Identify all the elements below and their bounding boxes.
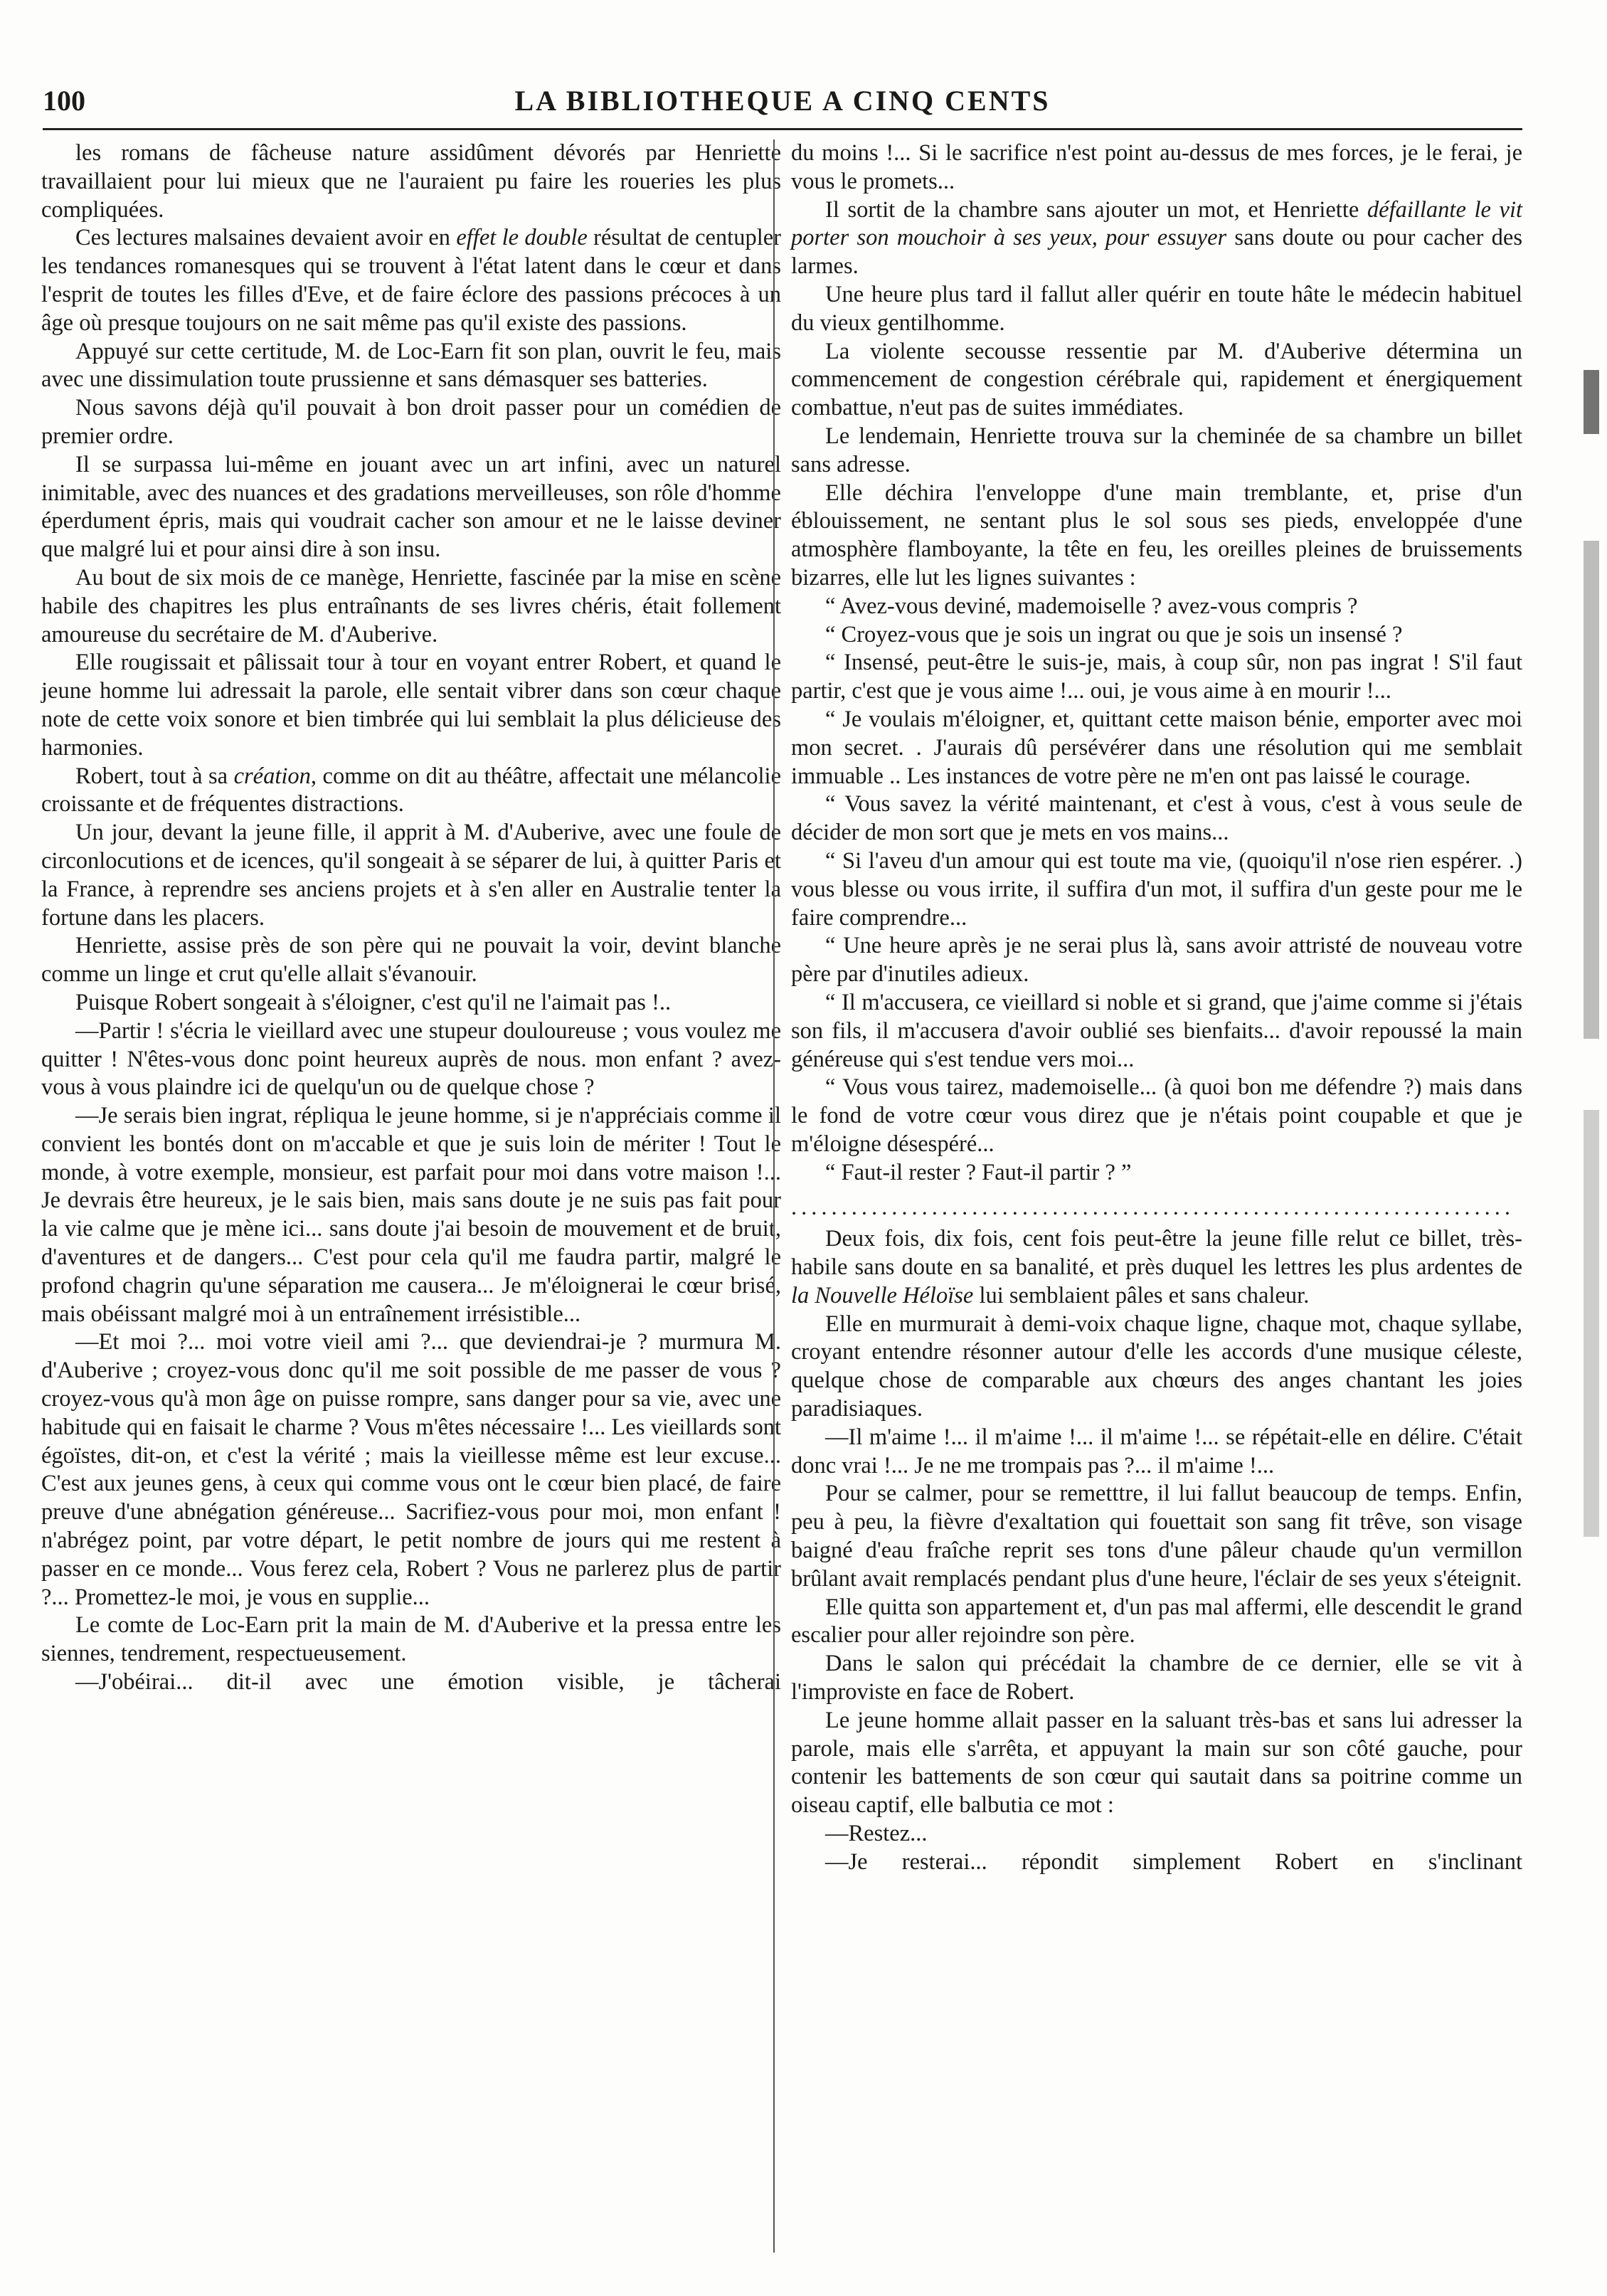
paragraph bbox=[791, 649, 1522, 706]
running-title: LA BIBLIOTHEQUE A CINQ CENTS bbox=[514, 85, 1051, 117]
text-run: “ Si l'aveu d'un amour qui est toute ma vie, (quoiqu'il n'ose rien espérer. .) vous blesse ou vous irrite, il suffira d'un mot, il suffira d'un geste pour me le faire comprendre... bbox=[791, 847, 1522, 931]
paragraph bbox=[791, 1225, 1522, 1310]
paragraph bbox=[791, 1594, 1522, 1651]
text-run: Elle déchira l'enveloppe d'une main tremblante, et, prise d'un éblouissement, ne sentant plus le sol sous ses pieds, enveloppée d'une atmosphère flamboyante, la tête en feu, les oreilles pleines de bruissements bizarres, elle lut les lignes suivantes : bbox=[791, 480, 1522, 591]
text-run: Henriette, assise près de son père qui ne pouvait la voir, devint blanche comme un linge et crut qu'elle allait s'évanouir. bbox=[41, 933, 781, 988]
text-run: Ces lectures malsaines devaient avoir en bbox=[75, 225, 457, 251]
text-run: Une heure plus tard il fallut aller quérir en toute hâte le médecin habituel du vieux gentilhomme. bbox=[791, 281, 1522, 336]
left-column bbox=[41, 139, 781, 1697]
paragraph bbox=[791, 1707, 1522, 1820]
page-number: 100 bbox=[43, 85, 85, 117]
paragraph bbox=[41, 1102, 781, 1328]
column-divider bbox=[773, 139, 775, 2253]
paragraph bbox=[41, 1328, 781, 1612]
paragraph bbox=[41, 338, 781, 395]
paragraph bbox=[41, 451, 781, 564]
paragraph bbox=[791, 139, 1522, 196]
scan-edge-mark bbox=[1584, 541, 1599, 1039]
paragraph bbox=[791, 706, 1522, 790]
paragraph bbox=[41, 819, 781, 932]
text-run: “ Je voulais m'éloigner, et, quittant cette maison bénie, emporter avec moi mon secret. . J'aurais dû persévérer dans une résolution qui me semblait immuable .. Les instances de votre père ne m'en ont pas laissé le courage. bbox=[791, 706, 1522, 789]
text-run: “ Une heure après je ne serai plus là, sans avoir attristé de nouveau votre père par d'inutiles adieux. bbox=[791, 933, 1522, 988]
scan-edge-mark bbox=[1584, 370, 1599, 434]
text-run: Nous savons déjà qu'il pouvait à bon droit passer pour un comédien de premier ordre. bbox=[41, 395, 781, 449]
text-run: Il sortit de la chambre sans ajouter un mot, et Henriette bbox=[825, 196, 1367, 223]
text-run: —Restez... bbox=[825, 1821, 928, 1847]
paragraph bbox=[791, 847, 1522, 932]
header-rule bbox=[43, 128, 1522, 130]
paragraph bbox=[791, 423, 1522, 480]
text-run: Robert, tout à sa bbox=[75, 763, 234, 789]
text-run: —Je resterai... répondit simplement Robert en s'inclinant bbox=[825, 1848, 1522, 1875]
text-run: —J'obéirai... dit-il avec une émotion visible, je tâcherai bbox=[75, 1669, 781, 1695]
text-run: Elle rougissait et pâlissait tour à tour en voyant entrer Robert, et quand le jeune homme lui adressait la parole, elle sentait vibrer dans son cœur chaque note de cette voix sonore et bien timbrée qui lui semblait la plus délicieuse des harmonies. bbox=[41, 650, 781, 761]
italic-text: création bbox=[233, 763, 311, 789]
paragraph bbox=[41, 1612, 781, 1668]
paragraph bbox=[791, 1194, 1522, 1222]
text-run: —Je serais bien ingrat, répliqua le jeune homme, si je n'appréciais comme il convient les bontés dont on m'accable et que je suis loin de mériter ! Tout le monde, à votre exemple, monsieur, est parfait pour moi dans votre maison !... Je devrais être heureux, je le sais bien, mais sans doute je ne suis pas fait pour la vie calme que je mène ici... sans doute j'ai besoin de mouvement et de bruit, d'aventures et de dangers... C'est pour cela qu'il me faudra partir, malgré le profond chagrin qu'une séparation me causera... Je m'éloignerai le cœur brisé, mais obéissant malgré moi à un entraînement irrésistible... bbox=[41, 1103, 781, 1327]
scan-edge-mark bbox=[1584, 1110, 1599, 1537]
text-run: Elle en murmurait à demi-voix chaque ligne, chaque mot, chaque syllabe, croyant entendre résonner autour d'elle les accords d'une musique céleste, quelque chose de comparable aux chœurs des anges chantant les joies paradisiaques. bbox=[791, 1311, 1522, 1422]
italic-text: défaillante le vit porter son mouchoir à ses yeux, pour essuyer bbox=[791, 196, 1523, 251]
paragraph bbox=[41, 1668, 781, 1697]
paragraph bbox=[791, 196, 1522, 281]
paragraph bbox=[791, 1848, 1522, 1877]
text-run: Le jeune homme allait passer en la saluant très-bas et sans lui adresser la parole, mais elle s'arrêta, et appuyant la main sur son côté gauche, pour contenir les battements de son cœur qui sautait dans sa poitrine comme un oiseau captif, elle balbutia ce mot : bbox=[791, 1707, 1522, 1819]
paragraph bbox=[41, 763, 781, 820]
text-run: Il se surpassa lui-même en jouant avec un art infini, avec un naturel inimitable, avec des nuances et des gradations merveilleuses, son rôle d'homme éperdument épris, mais qui voudrait cacher son amour et ne le laisse deviner que malgré lui et pour ainsi dire à son insu. bbox=[41, 451, 781, 563]
paragraph bbox=[791, 1311, 1522, 1424]
text-run: —Partir ! s'écria le vieillard avec une stupeur douloureuse ; vous voulez me quitter ! N'êtes-vous donc point heureux auprès de nous. mon enfant ? avez-vous à vous plaindre ici de quelqu'un ou de quelque chose ? bbox=[41, 1017, 781, 1101]
text-run: Appuyé sur cette certitude, M. de Loc-Earn fit son plan, ouvrit le feu, mais avec une dissimulation toute prussienne et sans démasquer ses batteries. bbox=[41, 338, 781, 393]
text-run: “ Faut-il rester ? Faut-il partir ? ” bbox=[825, 1159, 1132, 1185]
paragraph bbox=[791, 790, 1522, 847]
paragraph bbox=[791, 1159, 1522, 1187]
text-run: ........................................................................ bbox=[791, 1195, 1515, 1221]
text-run: “ Avez-vous deviné, mademoiselle ? avez-vous compris ? bbox=[825, 593, 1358, 619]
text-run: “ Insensé, peut-être le suis-je, mais, à coup sûr, non pas ingrat ! S'il faut partir, c'est que je vous aime !... oui, je vous aime à en mourir !... bbox=[791, 650, 1522, 704]
text-run: Le comte de Loc-Earn prit la main de M. d'Auberive et la pressa entre les siennes, tendrement, respectueusement. bbox=[41, 1612, 781, 1667]
text-run: , comme on dit au théâtre, affectait une mélancolie croissante et de fréquentes distractions. bbox=[41, 763, 781, 818]
italic-text: la Nouvelle Héloïse bbox=[791, 1282, 974, 1308]
text-run: Puisque Robert songeait à s'éloigner, c'est qu'il ne l'aimait pas !.. bbox=[75, 989, 672, 1015]
paragraph bbox=[41, 649, 781, 762]
paragraph bbox=[41, 394, 781, 451]
paragraph bbox=[791, 1820, 1522, 1848]
paragraph bbox=[791, 593, 1522, 621]
paragraph bbox=[41, 224, 781, 337]
text-run: “ Croyez-vous que je sois un ingrat ou que je sois un insensé ? bbox=[825, 621, 1403, 647]
text-run: “ Vous savez la vérité maintenant, et c'est à vous, c'est à vous seule de décider de mon sort que je mets en vos mains... bbox=[791, 791, 1522, 846]
paragraph bbox=[791, 1650, 1522, 1707]
text-run: sans doute ou pour cacher des larmes. bbox=[791, 225, 1523, 280]
text-run: Pour se calmer, pour se remetttre, il lui fallut beaucoup de temps. Enfin, peu à peu, la fièvre d'exaltation qui fouettait son sang fit trêve, son visage baigné d'eau fraîche reprit ses tons d'une pâleur chaude qu'un vermillon brûlant avait remplacés pendant plus d'une heure, l'éclair de ses yeux s'éteignit. bbox=[791, 1481, 1522, 1592]
text-run: du moins !... Si le sacrifice n'est point au-dessus de mes forces, je le ferai, je vous le promets... bbox=[791, 140, 1522, 194]
text-run: “ Il m'accusera, ce vieillard si noble et si grand, que j'aime comme si j'étais son fils, il m'accusera d'avoir oublié ses bienfaits... d'avoir repoussé la main généreuse qui s'est tendue vers moi... bbox=[791, 989, 1522, 1072]
paragraph bbox=[41, 139, 781, 224]
paragraph bbox=[791, 1424, 1522, 1481]
text-run: Dans le salon qui précédait la chambre de ce dernier, elle se vit à l'improviste en face de Robert. bbox=[791, 1651, 1522, 1705]
text-run: résultat de centupler les tendances romanesques qui se trouvent à l'état latent dans le cœur et dans l'esprit de toutes les filles d'Eve, et de faire éclore des passions précoces à un âge où presque toujours on ne sait même pas qu'il existe des passions. bbox=[41, 225, 781, 336]
text-run: Elle quitta son appartement et, d'un pas mal affermi, elle descendit le grand escalier pour aller rejoindre son père. bbox=[791, 1594, 1522, 1649]
text-run: Un jour, devant la jeune fille, il apprit à M. d'Auberive, avec une foule de circonlocutions et de icences, qu'il songeait à se séparer de lui, à quitter Paris et la France, à reprendre ses anciens projets et à s'en aller en Australie tenter la fortune dans les placers. bbox=[41, 820, 781, 931]
paragraph bbox=[791, 989, 1522, 1074]
page-header bbox=[43, 84, 1522, 127]
text-run: —Il m'aime !... il m'aime !... il m'aime !... se répétait-elle en délire. C'était donc vrai !... Je ne me trompais pas ?... il m'aime !... bbox=[791, 1424, 1522, 1478]
paragraph bbox=[41, 564, 781, 649]
italic-text: effet le double bbox=[456, 225, 588, 251]
text-run: les romans de fâcheuse nature assidûment dévorés par Henriette travaillaient pour lui mieux que ne l'auraient pu faire les roueries les plus compliquées. bbox=[41, 140, 781, 223]
text-run: lui semblaient pâles et sans chaleur. bbox=[973, 1282, 1310, 1308]
paragraph bbox=[791, 480, 1522, 593]
paragraph bbox=[791, 1074, 1522, 1158]
paragraph bbox=[791, 621, 1522, 650]
text-run: Le lendemain, Henriette trouva sur la cheminée de sa chambre un billet sans adresse. bbox=[791, 423, 1522, 477]
paragraph bbox=[791, 932, 1522, 989]
paragraph bbox=[41, 932, 781, 989]
paragraph bbox=[41, 989, 781, 1017]
text-run: Au bout de six mois de ce manège, Henriette, fascinée par la mise en scène habile des chapitres les plus entraînants de ses livres chéris, était follement amoureuse du secrétaire de M. d'Auberive. bbox=[41, 564, 781, 647]
text-run: La violente secousse ressentie par M. d'Auberive détermina un commencement de congestion cérébrale qui, rapidement et énergiquement combattue, n'eut pas de suites immédiates. bbox=[791, 338, 1522, 421]
text-run: —Et moi ?... moi votre vieil ami ?... que deviendrai-je ? murmura M. d'Auberive ; croyez-vous donc qu'il me soit possible de me passer de vous ? croyez-vous qu'à mon âge on puisse rompre, sans danger pour sa vie, avec une habitude qui en faisait le charme ? Vous m'êtes nécessaire !... Les vieillards sont égoïstes, dit-on, et c'est la vérité ; mais la vieillesse même est leur excuse... C'est aux jeunes gens, à ceux qui comme vous ont le cœur bien placé, de faire preuve d'une abnégation généreuse... Sacrifiez-vous pour moi, mon enfant ! n'abrégez point, par votre départ, le petit nombre de jours qui me restent à passer en ce monde... Vous ferez cela, Robert ? Vous ne parlerez plus de partir ?... Promettez-le moi, je vous en supplie... bbox=[41, 1329, 781, 1610]
paragraph bbox=[791, 1480, 1522, 1593]
paragraph bbox=[41, 1017, 781, 1102]
right-column bbox=[791, 139, 1522, 1877]
paragraph bbox=[791, 281, 1522, 338]
text-run: Deux fois, dix fois, cent fois peut-être la jeune fille relut ce billet, très-habile sans doute en sa banalité, et près duquel les lettres les plus ardentes de bbox=[791, 1226, 1522, 1281]
text-run: “ Vous vous tairez, mademoiselle... (à quoi bon me défendre ?) mais dans le fond de votre cœur vous direz que je n'étais point coupable et que je m'éloigne désespéré... bbox=[791, 1074, 1522, 1157]
paragraph bbox=[791, 338, 1522, 423]
